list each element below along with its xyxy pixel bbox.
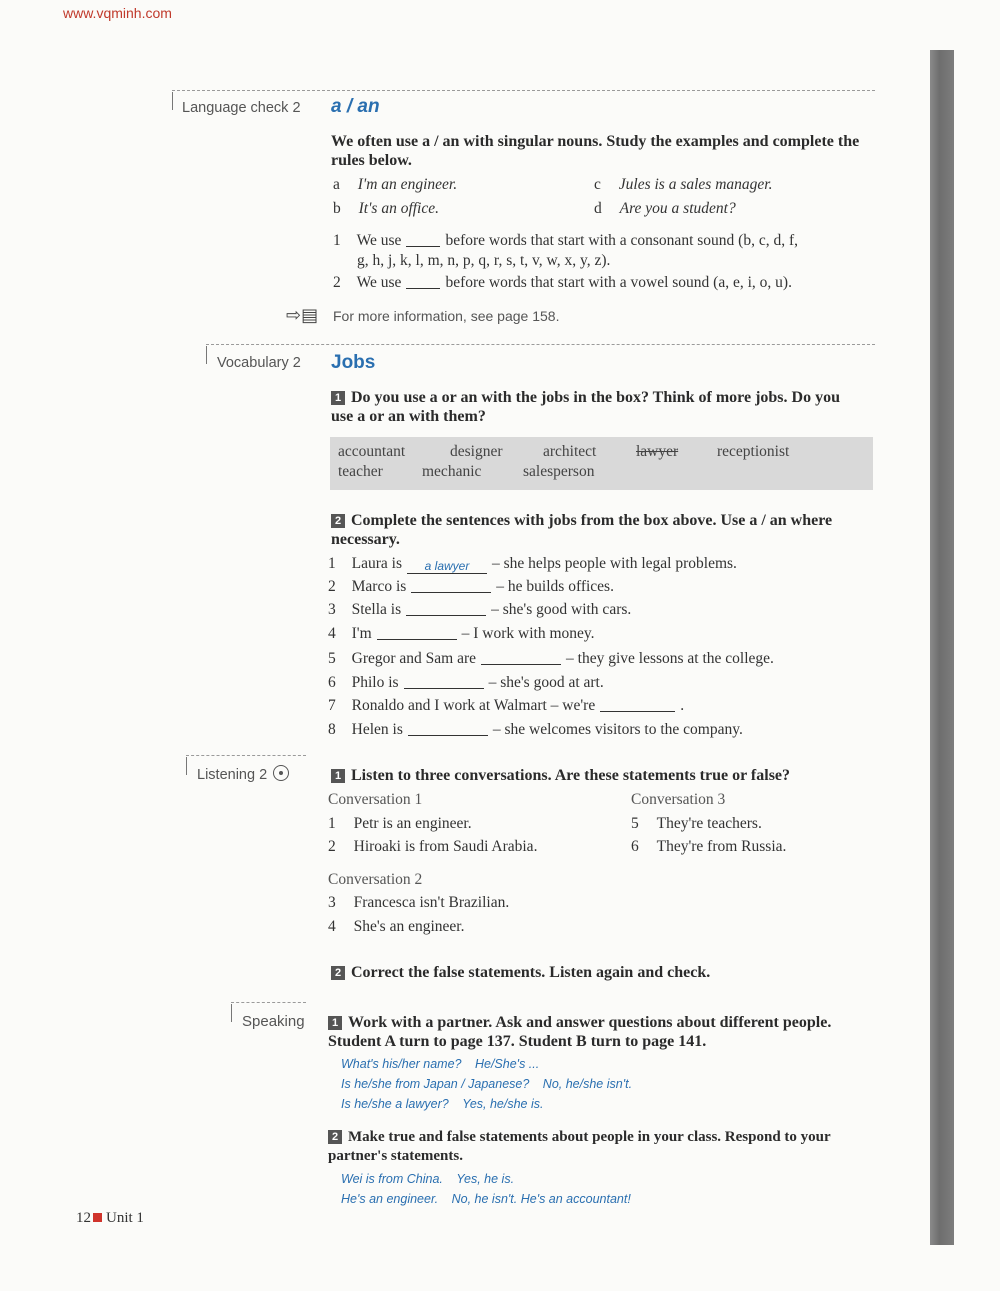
example-answer: Yes, he/she is. bbox=[462, 1097, 544, 1111]
sentence-2 bbox=[328, 578, 614, 596]
answer-blank[interactable] bbox=[377, 639, 457, 640]
section-bracket bbox=[172, 92, 173, 110]
speaking-example-3 bbox=[341, 1097, 544, 1111]
rule-post: before words that start with a vowel sound (a, e, i, o, u). bbox=[445, 274, 792, 291]
sentence-7 bbox=[328, 697, 684, 715]
word-designer: designer bbox=[450, 443, 503, 460]
unit-label: Unit 1 bbox=[106, 1210, 144, 1226]
statement-text: Hiroaki is from Saudi Arabia. bbox=[353, 838, 538, 855]
example-c bbox=[594, 176, 772, 194]
answer-blank[interactable] bbox=[600, 711, 675, 712]
example-statement: Wei is from China. bbox=[341, 1172, 443, 1186]
red-square-icon bbox=[93, 1213, 102, 1222]
sentence-number: 8 bbox=[328, 721, 336, 738]
statement-number: 4 bbox=[328, 918, 336, 935]
rule-pre: We use bbox=[356, 232, 402, 249]
example-d bbox=[594, 200, 736, 218]
speaking-label: Speaking bbox=[242, 1013, 305, 1030]
speaking-example-1 bbox=[341, 1057, 539, 1071]
exercise-number: 1 bbox=[331, 769, 345, 783]
rule-number: 1 bbox=[333, 232, 341, 249]
language-check-label: Language check 2 bbox=[182, 100, 301, 116]
sentence-post: – she helps people with legal problems. bbox=[491, 555, 737, 572]
statement-text: Francesca isn't Brazilian. bbox=[353, 894, 510, 911]
instruction-text: We often use a / an with singular nouns. Study the examples and complete the rules below. bbox=[331, 133, 860, 169]
sentence-3 bbox=[328, 601, 631, 619]
example-text: I'm an engineer. bbox=[357, 176, 458, 193]
rule-blank[interactable] bbox=[406, 246, 440, 247]
listening-ex1 bbox=[331, 766, 871, 785]
section-divider bbox=[186, 755, 306, 756]
site-url: www.vqminh.com bbox=[63, 5, 172, 21]
exercise-text: Do you use a or an with the jobs in the box? Think of more jobs. Do you use a or an with them? bbox=[331, 389, 840, 425]
speaking-example-2 bbox=[341, 1077, 632, 1091]
section-bracket bbox=[186, 757, 187, 775]
speaking-example-5 bbox=[341, 1192, 631, 1206]
example-question: Is he/she from Japan / Japanese? bbox=[341, 1077, 530, 1091]
example-text: It's an office. bbox=[358, 200, 439, 217]
section-divider bbox=[172, 90, 875, 91]
answer-blank[interactable] bbox=[408, 735, 488, 736]
example-statement: He's an engineer. bbox=[341, 1192, 439, 1206]
exercise-text: Listen to three conversations. Are these statements true or false? bbox=[351, 767, 791, 784]
section-divider bbox=[206, 344, 875, 345]
sentence-pre: Laura is bbox=[351, 555, 402, 572]
sentence-pre: Ronaldo and I work at Walmart – we're bbox=[351, 697, 596, 714]
page-footer bbox=[76, 1210, 144, 1227]
sentence-number: 1 bbox=[328, 555, 336, 572]
statement-6 bbox=[631, 838, 786, 856]
statement-4 bbox=[328, 918, 464, 936]
example-letter: a bbox=[333, 176, 340, 193]
conversation-3-heading: Conversation 3 bbox=[631, 791, 726, 808]
speaking-example-4 bbox=[341, 1172, 514, 1186]
page-number: 12 bbox=[76, 1210, 91, 1226]
exercise-text: Work with a partner. Ask and answer questions about different people. Student A turn to page 137. Student B turn to page 141. bbox=[328, 1014, 832, 1050]
vocabulary-title: Jobs bbox=[331, 352, 376, 373]
sentence-post: – they give lessons at the college. bbox=[566, 650, 774, 667]
statement-text: She's an engineer. bbox=[353, 918, 465, 935]
sentence-pre: Gregor and Sam are bbox=[351, 650, 477, 667]
vocabulary-label: Vocabulary 2 bbox=[217, 355, 301, 371]
exercise-number: 2 bbox=[331, 966, 345, 980]
section-bracket bbox=[231, 1004, 232, 1022]
speaking-ex2 bbox=[328, 1128, 868, 1166]
sentence-number: 2 bbox=[328, 578, 336, 595]
word-salesperson: salesperson bbox=[523, 463, 595, 480]
exercise-number: 1 bbox=[328, 1016, 342, 1030]
example-text: Jules is a sales manager. bbox=[618, 176, 773, 193]
rule-post: before words that start with a consonant sound (b, c, d, f, bbox=[445, 232, 798, 249]
example-answer: No, he/she isn't. bbox=[542, 1077, 633, 1091]
statement-5 bbox=[631, 815, 762, 833]
sentence-pre: Helen is bbox=[351, 721, 403, 738]
statement-number: 6 bbox=[631, 838, 639, 855]
sentence-pre: I'm bbox=[351, 625, 372, 642]
sentence-post: – she's good at art. bbox=[488, 674, 604, 691]
statement-2 bbox=[328, 838, 537, 856]
grammar-reference-icon: ⇨▤ bbox=[286, 305, 319, 326]
example-response: Yes, he is. bbox=[456, 1172, 515, 1186]
sentence-number: 6 bbox=[328, 674, 336, 691]
example-text: Are you a student? bbox=[619, 200, 736, 217]
sentence-number: 7 bbox=[328, 697, 336, 714]
example-response: No, he isn't. He's an accountant! bbox=[451, 1192, 631, 1206]
sentence-post: – she welcomes visitors to the company. bbox=[492, 721, 743, 738]
exercise-number: 2 bbox=[328, 1130, 342, 1144]
statement-text: They're teachers. bbox=[656, 815, 762, 832]
more-info-text: For more information, see page 158. bbox=[333, 308, 560, 324]
listening-ex2 bbox=[331, 963, 871, 982]
statement-number: 2 bbox=[328, 838, 336, 855]
answer-blank[interactable] bbox=[406, 615, 486, 616]
rule-1-cont: g, h, j, k, l, m, n, p, q, r, s, t, v, w, x, y, z). bbox=[357, 252, 611, 269]
exercise-text: Make true and false statements about people in your class. Respond to your partner's statements. bbox=[328, 1129, 831, 1164]
rule-pre: We use bbox=[356, 274, 402, 291]
statement-1 bbox=[328, 815, 472, 833]
exercise-text: Correct the false statements. Listen again and check. bbox=[351, 964, 711, 981]
answer-blank[interactable] bbox=[411, 592, 491, 593]
example-letter: b bbox=[333, 200, 341, 217]
speaking-ex1 bbox=[328, 1013, 868, 1051]
rule-blank[interactable] bbox=[406, 288, 440, 289]
sentence-number: 5 bbox=[328, 650, 336, 667]
sentence-number: 3 bbox=[328, 601, 336, 618]
sentence-pre: Stella is bbox=[351, 601, 402, 618]
word-box bbox=[330, 437, 873, 490]
example-letter: c bbox=[594, 176, 601, 193]
statement-number: 5 bbox=[631, 815, 639, 832]
sentence-4 bbox=[328, 625, 595, 643]
example-question: Is he/she a lawyer? bbox=[341, 1097, 449, 1111]
page-edge-shadow bbox=[930, 50, 954, 1245]
section-divider bbox=[231, 1002, 306, 1003]
example-b bbox=[333, 200, 439, 218]
language-check-title: a / an bbox=[331, 96, 380, 117]
language-check-instruction bbox=[331, 132, 861, 170]
sentence-post: – I work with money. bbox=[461, 625, 595, 642]
exercise-number: 2 bbox=[331, 514, 345, 528]
conversation-1-heading: Conversation 1 bbox=[328, 791, 423, 808]
rule-1 bbox=[333, 232, 798, 250]
sentence-6 bbox=[328, 674, 604, 692]
word-mechanic: mechanic bbox=[422, 463, 482, 480]
exercise-text: Complete the sentences with jobs from the box above. Use a / an where necessary. bbox=[331, 512, 833, 548]
statement-3 bbox=[328, 894, 509, 912]
sentence-post: – he builds offices. bbox=[496, 578, 614, 595]
sentence-number: 4 bbox=[328, 625, 336, 642]
statement-number: 3 bbox=[328, 894, 336, 911]
vocab-ex2 bbox=[331, 511, 876, 549]
section-bracket bbox=[206, 346, 207, 364]
conversation-2-heading: Conversation 2 bbox=[328, 871, 423, 888]
word-receptionist: receptionist bbox=[717, 443, 790, 460]
exercise-number: 1 bbox=[331, 391, 345, 405]
sentence-post: . bbox=[680, 697, 685, 714]
sentence-post: – she's good with cars. bbox=[491, 601, 632, 618]
listening-label-text: Listening 2 bbox=[197, 767, 268, 783]
rule-number: 2 bbox=[333, 274, 341, 291]
sentence-5 bbox=[328, 650, 774, 668]
example-letter: d bbox=[594, 200, 602, 217]
word-lawyer: lawyer bbox=[636, 443, 679, 460]
sentence-8 bbox=[328, 721, 743, 739]
audio-disc-icon[interactable] bbox=[273, 765, 289, 781]
word-architect: architect bbox=[543, 443, 597, 460]
statement-text: Petr is an engineer. bbox=[353, 815, 472, 832]
statement-text: They're from Russia. bbox=[656, 838, 787, 855]
example-a bbox=[333, 176, 457, 194]
sentence-pre: Philo is bbox=[351, 674, 399, 691]
sentence-pre: Marco is bbox=[351, 578, 407, 595]
rule-2 bbox=[333, 274, 792, 292]
listening-label bbox=[197, 765, 289, 783]
word-accountant: accountant bbox=[338, 443, 406, 460]
example-question: What's his/her name? bbox=[341, 1057, 462, 1071]
word-teacher: teacher bbox=[338, 463, 383, 480]
answer-blank[interactable] bbox=[481, 664, 561, 665]
statement-number: 1 bbox=[328, 815, 336, 832]
vocab-ex1 bbox=[331, 388, 861, 426]
sentence-1 bbox=[328, 555, 737, 574]
answer-blank[interactable] bbox=[404, 688, 484, 689]
answer-blank[interactable]: a lawyer bbox=[407, 559, 487, 574]
example-answer: He/She's ... bbox=[474, 1057, 540, 1071]
